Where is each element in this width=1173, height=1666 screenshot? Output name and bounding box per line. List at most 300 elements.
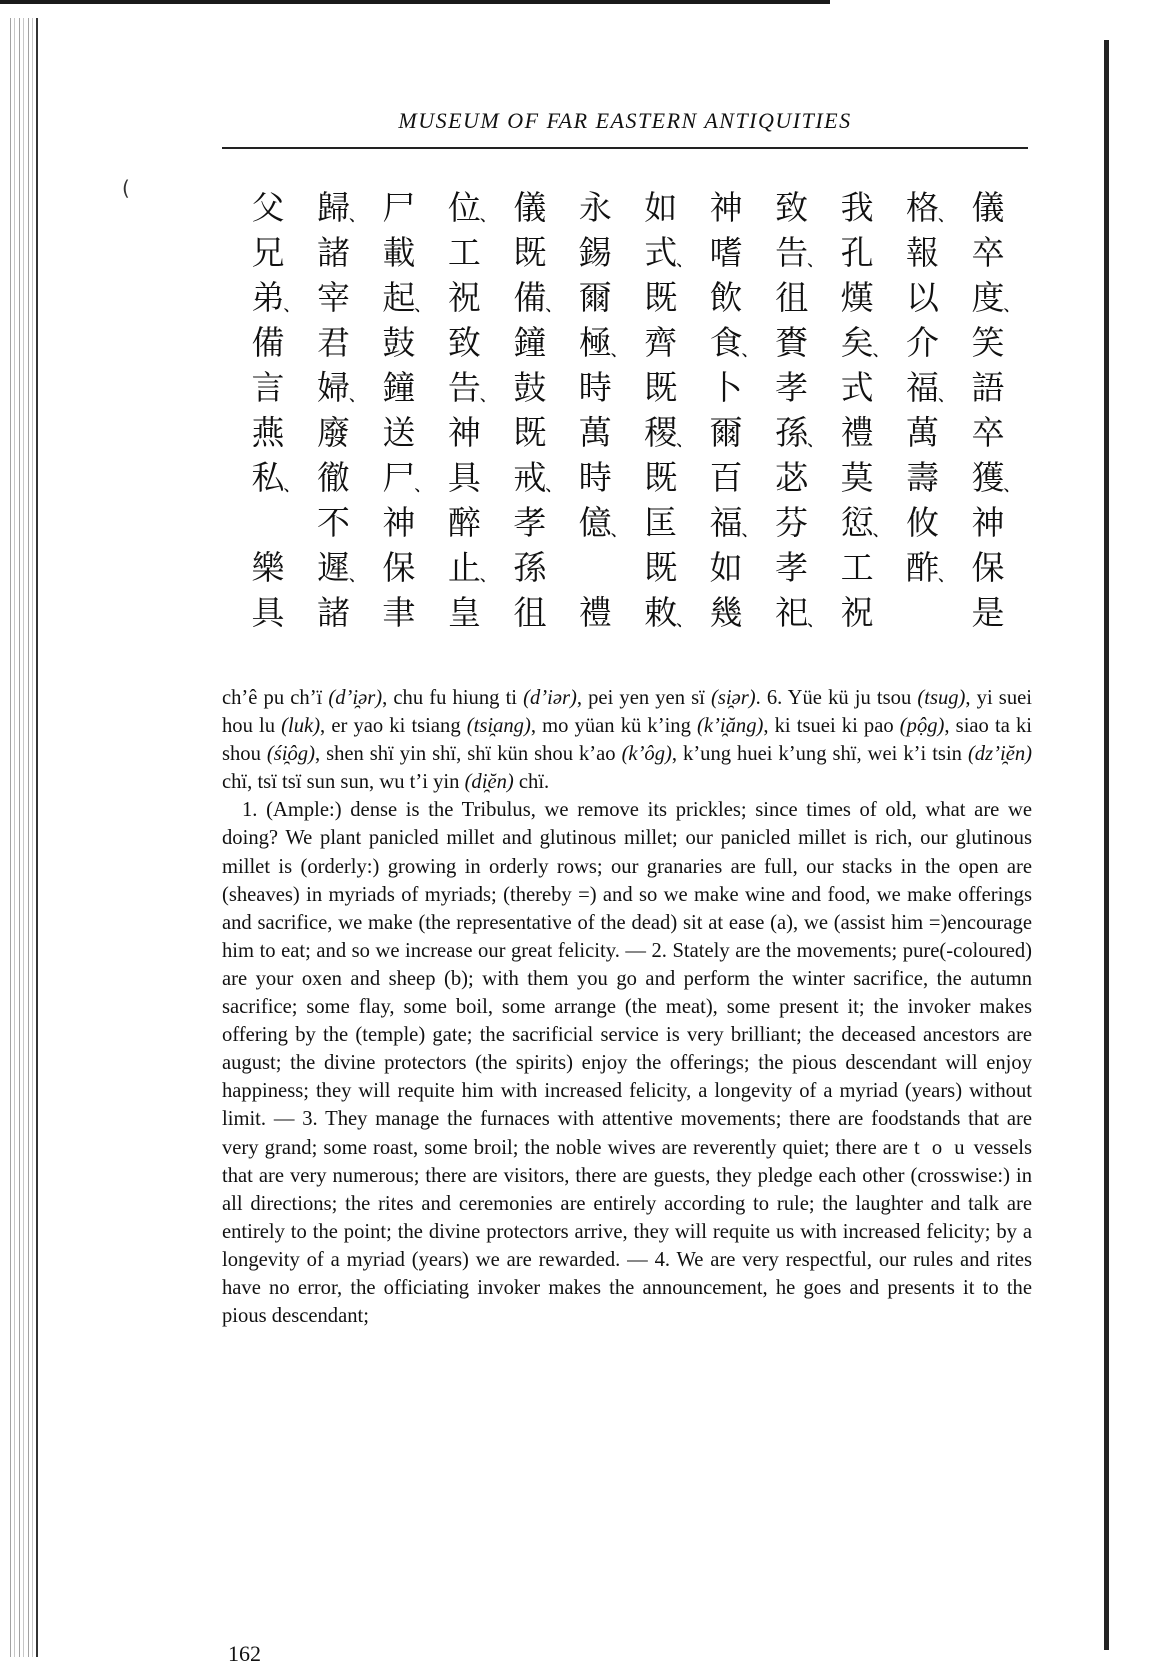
phonetic-reconstruction: (si̯ər)	[710, 687, 756, 709]
character-glyph: 我	[840, 188, 874, 227]
character-glyph: 具	[251, 593, 285, 632]
chinese-character	[696, 275, 756, 320]
chinese-character	[893, 365, 953, 410]
chinese-character	[696, 455, 756, 500]
character-glyph: 告	[447, 368, 481, 407]
chinese-column	[303, 185, 363, 645]
character-glyph: 語	[971, 368, 1005, 407]
character-glyph: 飲	[709, 278, 743, 317]
character-glyph: 禮	[840, 413, 874, 452]
phonetic-reconstruction: (tsug)	[917, 687, 966, 709]
chinese-character	[827, 455, 887, 500]
character-glyph: 如	[709, 548, 743, 587]
character-glyph: 卜	[709, 368, 743, 407]
punctuation-mark: 、	[545, 479, 560, 495]
punctuation-mark: 、	[676, 254, 691, 270]
character-glyph: 尸	[382, 458, 416, 497]
chinese-character	[369, 410, 429, 455]
chinese-character	[434, 590, 494, 635]
character-glyph: 既	[513, 233, 547, 272]
character-glyph: 福	[709, 503, 743, 542]
character-glyph: 不	[316, 503, 350, 542]
chinese-character	[434, 230, 494, 275]
character-glyph: 徂	[513, 593, 547, 632]
character-glyph: 諸	[316, 593, 350, 632]
character-glyph: 鼓	[513, 368, 547, 407]
character-glyph: 神	[971, 503, 1005, 542]
punctuation-mark: 、	[676, 614, 691, 630]
chinese-character	[958, 590, 1018, 635]
chinese-character	[631, 275, 691, 320]
character-glyph: 諸	[316, 233, 350, 272]
phonetic-reconstruction: (śi̯ôg)	[266, 743, 315, 766]
chinese-character	[696, 320, 756, 365]
punctuation-mark: 、	[807, 434, 822, 450]
character-glyph: 宰	[316, 278, 350, 317]
character-glyph: 既	[644, 458, 678, 497]
character-glyph: 鐘	[513, 323, 547, 362]
chinese-character	[893, 185, 953, 230]
chinese-column	[893, 185, 953, 645]
character-glyph: 萬	[906, 413, 940, 452]
character-glyph: 歸	[316, 188, 350, 227]
chinese-character	[369, 590, 429, 635]
text-run: chï.	[513, 771, 550, 794]
chinese-character	[762, 230, 822, 275]
character-glyph: 矣	[840, 323, 874, 362]
chinese-character	[565, 275, 625, 320]
chinese-character	[434, 185, 494, 230]
chinese-character	[303, 230, 363, 275]
character-glyph: 尸	[382, 188, 416, 227]
chinese-character	[369, 185, 429, 230]
character-glyph: 錫	[578, 233, 612, 272]
chinese-character	[958, 455, 1018, 500]
character-glyph: 爾	[709, 413, 743, 452]
character-glyph: 禮	[578, 593, 612, 632]
chinese-character	[762, 590, 822, 635]
character-glyph: 戒	[513, 458, 547, 497]
chinese-character	[238, 365, 298, 410]
character-glyph: 既	[644, 278, 678, 317]
character-glyph: 是	[971, 593, 1005, 632]
chinese-character	[762, 545, 822, 590]
chinese-character	[369, 455, 429, 500]
character-glyph: 致	[775, 188, 809, 227]
text-run: , ki tsuei ki pao	[763, 715, 900, 738]
chinese-character	[696, 545, 756, 590]
character-glyph: 笑	[971, 323, 1005, 362]
character-glyph: 萬	[578, 413, 612, 452]
character-glyph: 孫	[775, 413, 809, 452]
chinese-character	[238, 230, 298, 275]
text-run: 1. (Ample:) dense is the Tribulus, we remove its prickles; since times of old, what are we doing? We plant panicled millet and glutinous millet; our panicled millet is rich, our glutinous millet is (orderly:) growing in orderly rows; our granaries are full, our stacks in the open are (sheaves) in myriads of myriads; (thereby =) and so we make wine and food, we make offerings and sacrifice, we make (the representative of the dead) sit at ease (a), we (assist him =)encourage him to eat; and so we increase our great felicity. — 2. Stately are the movements; pure(-coloured) are your oxen and sheep (b); with them you go and perform the winter sacrifice, the autumn sacrifice; some flay, some boil, some arrange (the meat), some present it; the invoker makes offering by the (temple) gate; the sacrificial service is very brilliant; the deceased ancestors are august; the divine protectors (the spirits) enjoy the offerings; the pious descendant will enjoy happiness; they will requite him with increased felicity, a longevity of a myriad (years) without limit. — 3. They manage the furnaces with attentive movements; there are foodstands that are very grand; some roast, some broil; the noble wives are reverently quiet; there are	[222, 799, 1032, 1159]
chinese-character	[631, 230, 691, 275]
character-glyph: 鼓	[382, 323, 416, 362]
chinese-character	[958, 365, 1018, 410]
chinese-character	[434, 320, 494, 365]
character-glyph: 既	[513, 413, 547, 452]
punctuation-mark: 、	[349, 209, 364, 225]
chinese-character	[893, 230, 953, 275]
punctuation-mark: 、	[676, 434, 691, 450]
character-glyph: 度	[971, 278, 1005, 317]
character-glyph: 皇	[447, 593, 481, 632]
chinese-character	[434, 275, 494, 320]
character-glyph: 孝	[513, 503, 547, 542]
chinese-character	[303, 185, 363, 230]
character-glyph: 苾	[775, 458, 809, 497]
chinese-character	[500, 185, 560, 230]
punctuation-mark: 、	[742, 344, 757, 360]
chinese-character	[500, 230, 560, 275]
page-number: 162	[228, 1641, 261, 1666]
punctuation-mark: 、	[1003, 479, 1018, 495]
chinese-character	[303, 545, 363, 590]
character-glyph: 父	[251, 188, 285, 227]
chinese-character	[827, 230, 887, 275]
chinese-character	[565, 500, 625, 545]
character-glyph: 私	[251, 458, 285, 497]
text-run: , yi suei hou lu	[222, 687, 1032, 738]
chinese-character	[434, 545, 494, 590]
character-glyph: 致	[447, 323, 481, 362]
chinese-character	[827, 545, 887, 590]
text-run: , k’ung huei k’ung shï, wei k’i tsin	[671, 743, 968, 766]
paragraph	[222, 796, 1032, 1330]
character-glyph: 極	[578, 323, 612, 362]
punctuation-mark: 、	[480, 389, 495, 405]
chinese-character	[958, 500, 1018, 545]
chinese-character	[369, 365, 429, 410]
phonetic-reconstruction: (k’ôg)	[621, 743, 672, 766]
chinese-character	[827, 590, 887, 635]
character-glyph: 徂	[775, 278, 809, 317]
character-glyph: 聿	[382, 593, 416, 632]
character-glyph: 稷	[644, 413, 678, 452]
chinese-column	[238, 185, 298, 645]
chinese-character	[696, 410, 756, 455]
spaced-term: t o u	[914, 1136, 968, 1159]
chinese-column	[565, 185, 625, 645]
chinese-character	[565, 230, 625, 275]
chinese-character	[958, 230, 1018, 275]
scan-binding-edge	[8, 18, 38, 1657]
character-glyph: 送	[382, 413, 416, 452]
punctuation-mark: 、	[611, 344, 626, 360]
chinese-character	[631, 590, 691, 635]
phonetic-reconstruction: (luk)	[281, 715, 321, 738]
chinese-character	[369, 500, 429, 545]
punctuation-mark: 、	[938, 389, 953, 405]
chinese-character	[827, 365, 887, 410]
character-glyph: 醉	[447, 503, 481, 542]
character-glyph: 保	[971, 548, 1005, 587]
character-glyph: 億	[578, 503, 612, 542]
chinese-character	[500, 455, 560, 500]
chinese-character	[893, 545, 953, 590]
chinese-character	[500, 590, 560, 635]
chinese-character	[303, 455, 363, 500]
chinese-column	[631, 185, 691, 645]
chinese-column	[696, 185, 756, 645]
punctuation-mark: 、	[414, 479, 429, 495]
character-glyph: 鐘	[382, 368, 416, 407]
text-run: , shen shï yin shï, shï kün shou k’ao	[314, 743, 622, 766]
character-glyph: 酢	[906, 548, 940, 587]
character-glyph: 時	[578, 368, 612, 407]
character-glyph: 神	[447, 413, 481, 452]
character-glyph: 孫	[513, 548, 547, 587]
character-glyph: 神	[709, 188, 743, 227]
chinese-character	[500, 365, 560, 410]
character-glyph: 弟	[251, 278, 285, 317]
character-glyph: 保	[382, 548, 416, 587]
scan-edge-top	[0, 0, 830, 4]
chinese-character	[238, 185, 298, 230]
punctuation-mark: 、	[284, 299, 298, 315]
chinese-character	[762, 500, 822, 545]
chinese-character	[303, 275, 363, 320]
character-glyph: 樂	[251, 548, 285, 587]
punctuation-mark: 、	[545, 299, 560, 315]
chinese-column	[762, 185, 822, 645]
chinese-character	[827, 275, 887, 320]
phonetic-reconstruction: (pộg)	[899, 715, 945, 738]
character-glyph: 齊	[644, 323, 678, 362]
character-glyph: 工	[840, 548, 874, 587]
chinese-character	[238, 455, 298, 500]
chinese-character	[500, 410, 560, 455]
chinese-character	[434, 410, 494, 455]
punctuation-mark: 、	[480, 209, 495, 225]
chinese-character	[500, 545, 560, 590]
chinese-character	[696, 365, 756, 410]
punctuation-mark: 、	[480, 569, 495, 585]
character-glyph: 式	[644, 233, 678, 272]
character-glyph: 具	[447, 458, 481, 497]
chinese-character	[762, 455, 822, 500]
chinese-character	[631, 500, 691, 545]
chinese-character	[303, 500, 363, 545]
character-glyph: 祝	[840, 593, 874, 632]
character-glyph: 以	[906, 278, 940, 317]
character-glyph: 遲	[316, 548, 350, 587]
margin-mark: (	[122, 176, 130, 200]
punctuation-mark: 、	[349, 569, 364, 585]
punctuation-mark: 、	[349, 389, 364, 405]
punctuation-mark: 、	[938, 569, 953, 585]
chinese-character	[696, 185, 756, 230]
character-glyph: 儀	[971, 188, 1005, 227]
character-glyph: 孝	[775, 368, 809, 407]
character-glyph: 獲	[971, 458, 1005, 497]
chinese-character	[827, 410, 887, 455]
character-glyph: 神	[382, 503, 416, 542]
character-glyph: 備	[251, 323, 285, 362]
punctuation-mark: 、	[807, 614, 822, 630]
chinese-character	[434, 365, 494, 410]
character-glyph: 嗜	[709, 233, 743, 272]
chinese-character	[696, 500, 756, 545]
text-run: , siao ta ki shou	[222, 715, 1032, 766]
chinese-character	[696, 590, 756, 635]
text-run: chï, tsï tsï sun sun, wu t’i yin	[222, 771, 465, 794]
character-glyph: 祀	[775, 593, 809, 632]
chinese-character	[762, 275, 822, 320]
character-glyph: 孝	[775, 548, 809, 587]
chinese-column	[369, 185, 429, 645]
chinese-character	[762, 410, 822, 455]
chinese-character	[369, 320, 429, 365]
chinese-character	[762, 365, 822, 410]
character-glyph: 廢	[316, 413, 350, 452]
chinese-character	[303, 410, 363, 455]
chinese-character	[827, 185, 887, 230]
chinese-character	[827, 320, 887, 365]
character-glyph: 百	[709, 458, 743, 497]
chinese-character	[893, 590, 953, 635]
phonetic-reconstruction: (di̯ĕn)	[464, 771, 514, 794]
chinese-character	[238, 410, 298, 455]
character-glyph: 報	[906, 233, 940, 272]
character-glyph: 兄	[251, 233, 285, 272]
chinese-character	[696, 230, 756, 275]
chinese-character	[631, 410, 691, 455]
chinese-character	[631, 320, 691, 365]
character-glyph: 君	[316, 323, 350, 362]
header-rule	[222, 147, 1028, 149]
phonetic-reconstruction: (k’i̯ăng)	[697, 715, 764, 738]
character-glyph: 介	[906, 323, 940, 362]
chinese-character	[893, 500, 953, 545]
character-glyph: 祝	[447, 278, 481, 317]
punctuation-mark: 、	[1003, 299, 1018, 315]
text-run: ch’ê pu ch’ï	[222, 687, 329, 709]
phonetic-reconstruction: (dz’i̯ĕn)	[967, 743, 1032, 766]
chinese-character	[631, 365, 691, 410]
character-glyph: 既	[644, 548, 678, 587]
chinese-character	[958, 275, 1018, 320]
chinese-character	[893, 410, 953, 455]
phonetic-reconstruction: (d’iər)	[523, 687, 577, 709]
character-glyph: 格	[906, 188, 940, 227]
chinese-character	[827, 500, 887, 545]
chinese-character	[958, 545, 1018, 590]
chinese-character	[369, 275, 429, 320]
character-glyph: 爾	[578, 278, 612, 317]
chinese-column	[434, 185, 494, 645]
chinese-character	[565, 365, 625, 410]
character-glyph: 言	[251, 368, 285, 407]
chinese-character	[303, 590, 363, 635]
punctuation-mark: 、	[284, 479, 298, 495]
chinese-character	[958, 320, 1018, 365]
character-glyph: 芬	[775, 503, 809, 542]
chinese-character	[303, 365, 363, 410]
text-run: , pei yen yen sï	[576, 687, 711, 709]
character-glyph: 止	[447, 548, 481, 587]
chinese-character	[434, 500, 494, 545]
chinese-character	[500, 500, 560, 545]
punctuation-mark: 、	[742, 524, 757, 540]
chinese-character	[565, 455, 625, 500]
phonetic-reconstruction: (d’i̯ər)	[328, 687, 383, 709]
chinese-character	[303, 320, 363, 365]
character-glyph: 愆	[840, 503, 874, 542]
punctuation-mark: 、	[611, 524, 626, 540]
character-glyph: 敕	[644, 593, 678, 632]
chinese-character	[565, 545, 625, 590]
punctuation-mark: 、	[873, 524, 888, 540]
character-glyph: 儀	[513, 188, 547, 227]
character-glyph: 婦	[316, 368, 350, 407]
chinese-column	[958, 185, 1018, 645]
chinese-column	[827, 185, 887, 645]
chinese-character	[238, 320, 298, 365]
character-glyph: 時	[578, 458, 612, 497]
chinese-character	[238, 275, 298, 320]
chinese-text-block	[238, 185, 1018, 645]
character-glyph: 匡	[644, 503, 678, 542]
punctuation-mark: 、	[938, 209, 953, 225]
text-run: , er yao ki tsiang	[320, 715, 467, 738]
chinese-character	[893, 275, 953, 320]
scan-binding-line	[36, 18, 38, 1657]
chinese-character	[762, 320, 822, 365]
punctuation-mark: 、	[873, 344, 888, 360]
chinese-character	[565, 320, 625, 365]
chinese-character	[238, 500, 298, 545]
character-glyph: 福	[906, 368, 940, 407]
character-glyph: 熯	[840, 278, 874, 317]
character-glyph: 徹	[316, 458, 350, 497]
character-glyph: 孔	[840, 233, 874, 272]
character-glyph: 永	[578, 188, 612, 227]
character-glyph: 位	[447, 188, 481, 227]
character-glyph: 起	[382, 278, 416, 317]
character-glyph: 工	[447, 233, 481, 272]
punctuation-mark: 、	[807, 254, 822, 270]
chinese-character	[369, 545, 429, 590]
paragraph	[222, 684, 1032, 796]
text-run: , mo yüan kü k’ing	[530, 715, 698, 738]
character-glyph: 賚	[775, 323, 809, 362]
phonetic-reconstruction: (tsi̯ang)	[466, 715, 531, 738]
chinese-column	[500, 185, 560, 645]
chinese-character	[893, 320, 953, 365]
character-glyph: 燕	[251, 413, 285, 452]
running-head: MUSEUM OF FAR EASTERN ANTIQUITIES	[398, 108, 852, 133]
chinese-character	[500, 275, 560, 320]
character-glyph: 式	[840, 368, 874, 407]
character-glyph: 告	[775, 233, 809, 272]
chinese-character	[238, 545, 298, 590]
chinese-character	[631, 455, 691, 500]
character-glyph: 幾	[709, 593, 743, 632]
chinese-character	[565, 590, 625, 635]
character-glyph: 備	[513, 278, 547, 317]
character-glyph: 既	[644, 368, 678, 407]
chinese-character	[238, 590, 298, 635]
character-glyph: 卒	[971, 413, 1005, 452]
chinese-character	[631, 185, 691, 230]
chinese-character	[958, 410, 1018, 455]
character-glyph: 壽	[906, 458, 940, 497]
character-glyph: 食	[709, 323, 743, 362]
chinese-character	[762, 185, 822, 230]
chinese-character	[500, 320, 560, 365]
